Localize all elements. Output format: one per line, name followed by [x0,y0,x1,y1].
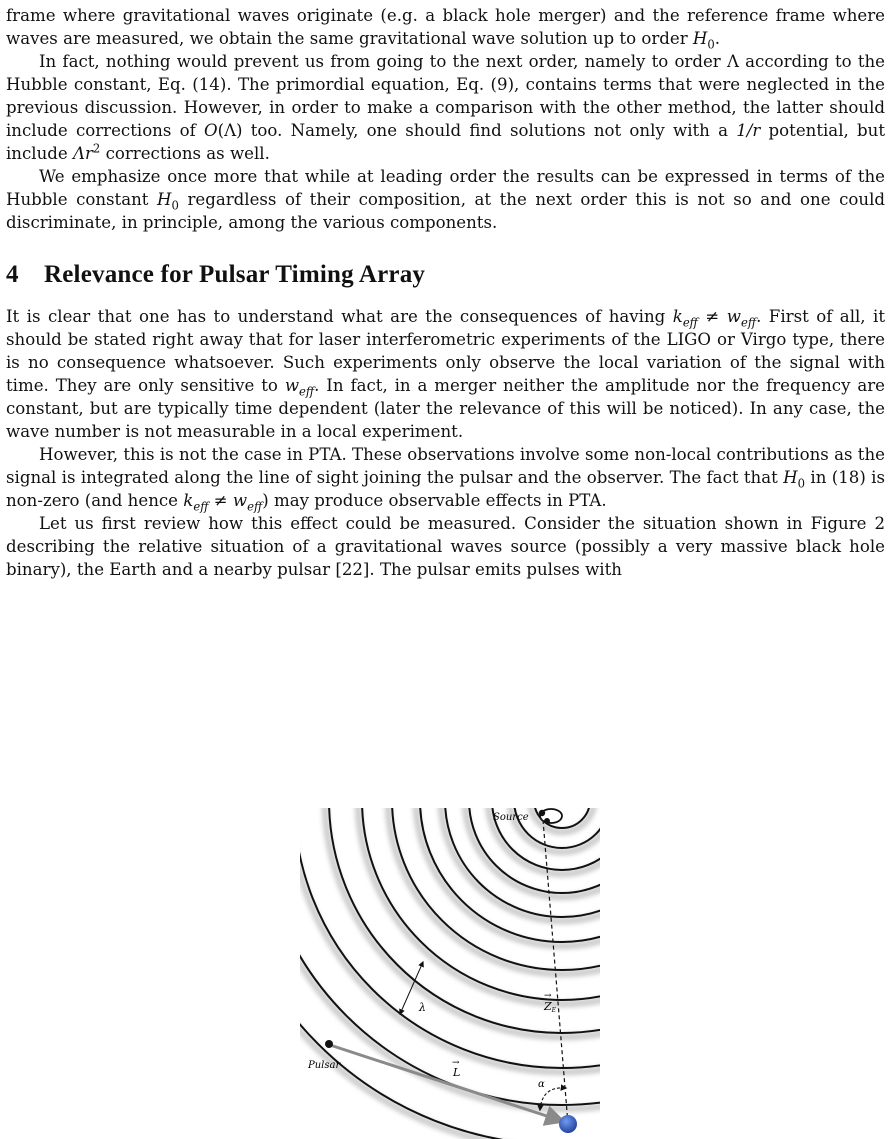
wave-halos [300,808,600,1139]
l-label: L [453,1066,461,1079]
paragraph-consequences: It is clear that one has to understand what are the consequences of having $k_{eff} \ne w_{eff}$. First of all, it should be stated right away that for laser interferometric experiments of the LIGO or Virgo type, there is no consequence whatsoever. Such experiments only observe the local variation of the signal with time. They are only sensitive to $w_{eff}$. In fact, in a merger neither the amplitude nor the frequency are constant, but are typically time dependent (later the relevance of this will be noticed). In any case, the wave number is not measurable in a local experiment. [6,307,886,441]
ze-label: ZE [544,1000,557,1014]
pulsar-label: Pulsar [308,1060,341,1071]
figure-pta-geometry [300,808,600,1139]
alpha-label: α [538,1079,545,1090]
pulsar-dot [325,1040,333,1048]
section-title: Relevance for Pulsar Timing Array [44,261,426,288]
earth-icon [559,1115,577,1133]
source-black-hole-b [544,818,550,824]
l-vector-arrow: → [452,1058,460,1068]
section-heading [6,261,885,289]
paper-page [6,4,885,581]
pta-diagram [300,808,600,1139]
lambda-label: λ [419,1001,426,1014]
source-black-hole-a [539,810,545,816]
source-label: Source [493,812,529,823]
paragraph-pta: However, this is not the case in PTA. These observations involve some non-local contributions as the signal is integrated along the line of sight joining the pulsar and the observer. The fact that $H_0$ in (18) is non-zero (and hence $k_{eff} \ne w_{eff}$) may produce observable effects in PTA. [6,445,885,514]
ze-vector-arrow: → [544,991,552,1001]
paragraph-emphasis: We emphasize once more that while at leading order the results can be expressed in terms of the Hubble constant $H_0$ regardless of their composition, at the next order this is not so and one could discriminate, in principle, among the various components. [6,167,885,232]
paragraph-continuation: frame where gravitational waves originate (e.g. a black hole merger) and the reference frame where waves are measured, we obtain the same gravitational wave solution up to order $H_0$. [6,6,885,52]
section-number: 4 [6,261,19,288]
paragraph-next-order: In fact, nothing would prevent us from going to the next order, namely to order Λ according to the Hubble constant, Eq. (14). The primordial equation, Eq. (9), contains terms that were neglected in the previous discussion. However, in order to make a comparison with the other method, the latter should include corrections of O(Λ) too. Namely, one should find solutions not only with a 1/r potential, but include $\Lambda r^2$ corrections as well. [6,52,885,163]
paragraph-review: Let us first review how this effect could be measured. Consider the situation shown in Figure 2 describing the relative situation of a gravitational waves source (possibly a very massive black hole binary), the Earth and a nearby pulsar [22]. The pulsar emits pulses with [6,514,885,579]
